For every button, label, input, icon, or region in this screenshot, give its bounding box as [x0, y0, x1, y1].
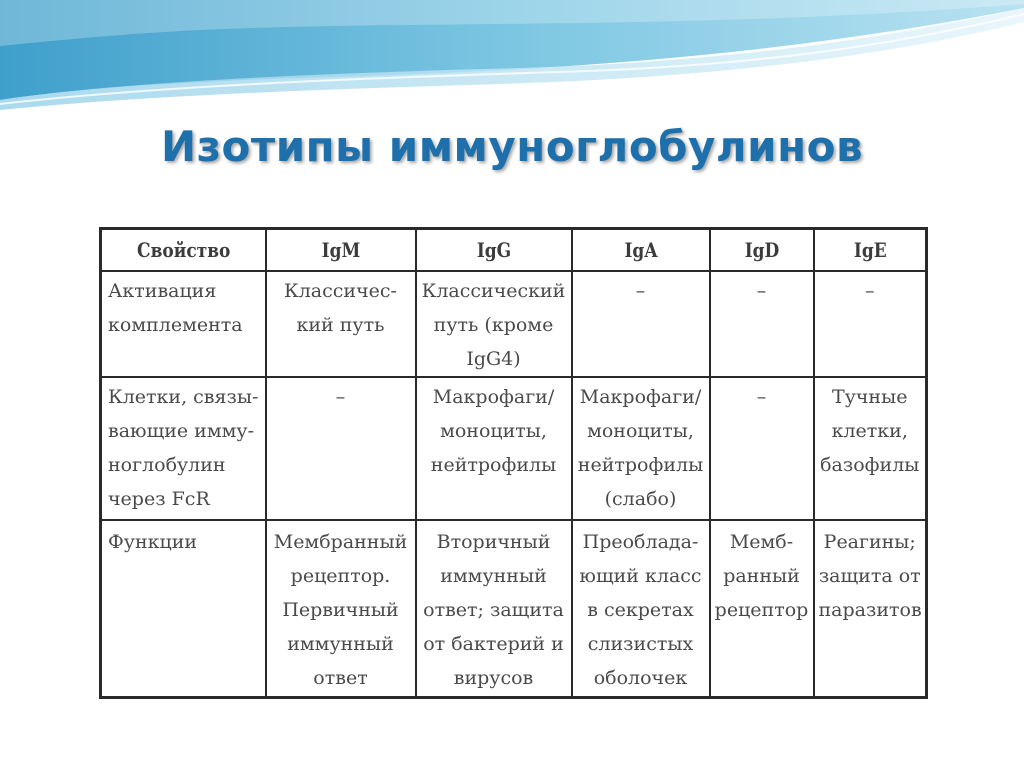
immunoglobulin-isotypes-table [99, 227, 928, 699]
table-cell: – [572, 271, 710, 377]
table-cell: Мембранный рецептор. Первичный иммунный ответ [266, 520, 416, 698]
table-cell: Классичес- кий путь [266, 271, 416, 377]
column-header-iga: IgA [582, 229, 699, 272]
column-header-igm: IgM [277, 229, 405, 272]
table-cell: – [710, 271, 814, 377]
table-cell: Реагины; защита от паразитов [814, 520, 927, 698]
row-label: Активация комплемента [101, 271, 266, 377]
table-cell: Классический путь (кроме IgG4) [416, 271, 572, 377]
table-cell: Тучные клетки, базофилы [814, 377, 927, 520]
table-cell: Макрофаги/ моноциты, нейтрофилы [416, 377, 572, 520]
table-row-functions [101, 520, 927, 698]
slide-title: Изотипы иммуноглобулинов [160, 122, 864, 171]
decorative-wave-banner [0, 0, 1024, 120]
table-row-complement-activation [101, 271, 927, 377]
table-cell: – [266, 377, 416, 520]
table-cell: Вторичный иммунный ответ; защита от бактерий и вирусов [416, 520, 572, 698]
column-header-igd: IgD [717, 229, 805, 272]
table-row-fcr-cells [101, 377, 927, 520]
column-header-property: Свойство [113, 229, 253, 272]
table-cell: – [710, 377, 814, 520]
table-header-row [101, 229, 927, 272]
column-header-ige: IgE [822, 229, 918, 272]
table-cell: Мемб- ранный рецептор [710, 520, 814, 698]
column-header-igg: IgG [427, 229, 560, 272]
table-cell: Макрофаги/ моноциты, нейтрофилы (слабо) [572, 377, 710, 520]
row-label: Функции [101, 520, 266, 698]
table-cell: – [814, 271, 927, 377]
row-label: Клетки, связы- вающие имму- ноглобулин через FcR [101, 377, 266, 520]
table-cell: Преоблада- ющий класс в секретах слизистых оболочек [572, 520, 710, 698]
